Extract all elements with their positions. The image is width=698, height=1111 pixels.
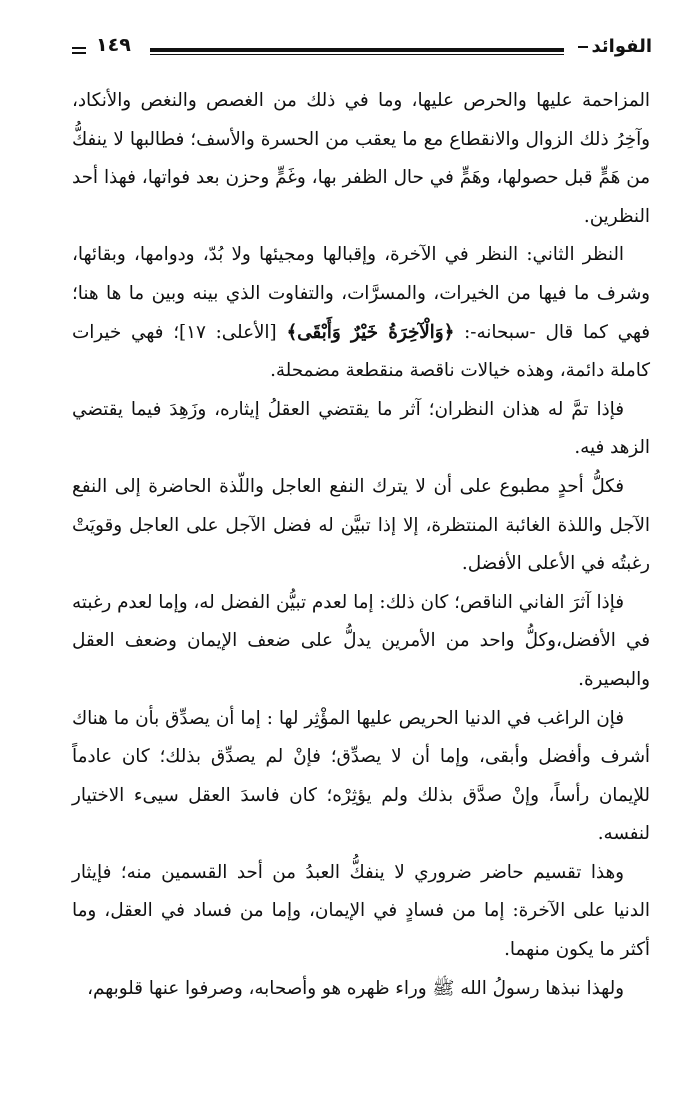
paragraph-2-text: النظر الثاني: النظر في الآخرة، وإقبالها ومجيئها ولا بُدّ، ودوامها، وبقائها، وشرف ما فيها من الخيرات، والمسرَّات، والتفاوت الذي بينه وبين ما ها هنا؛ فهي كما قال -سبحانه-: xyxy=(72,244,651,343)
page-number: ١٤٩ xyxy=(72,34,131,56)
paragraph-2 xyxy=(72,236,650,390)
paragraph-3: فإذا تمَّ له هذان النظران؛ آثر ما يقتضي العقلُ إيثاره، وزَهِدَ فيما يقتضي الزهد فيه. xyxy=(72,398,650,459)
paragraph-1: المزاحمة عليها والحرص عليها، وما في ذلك من الغصص والنغص والأنكاد، وآخِرُ ذلك الزوال والانقطاع مع ما يعقب من الحسرة والأسف؛ فطالبها لا ينفكُّ من هَمٍّ قبل حصولها، وهَمٍّ في حال الظفر بها، وغَمٍّ وحزن بعد فواتها، فهذا أحد النظرين. xyxy=(72,90,650,227)
paragraph-2-after: [الأعلى: ١٧]؛ فهي خيرات كاملة دائمة، وهذه خيالات ناقصة منقطعة مضمحلة. xyxy=(72,321,650,382)
paragraph-5: فإذا آثرَ الفاني الناقص؛ كان ذلك: إما لعدم تبيُّن الفضل له، وإما لعدم رغبته في الأفضل،وكلُّ واحد من الأمرين يدلُّ على ضعف الإيمان وضعف العقل والبصيرة. xyxy=(72,591,650,690)
quran-verse: ﴿وَالْآخِرَةُ خَيْرٌ وَأَبْقَى﴾ xyxy=(286,321,455,343)
page-body xyxy=(72,82,650,1008)
paragraph-8: ولهذا نبذها رسولُ الله ﷺ وراء ظهره هو وأصحابه، وصرفوا عنها قلوبهم، xyxy=(87,977,624,999)
running-header xyxy=(72,30,652,70)
paragraph-4: فكلُّ أحدٍ مطبوع على أن لا يترك النفع العاجل واللّذة الحاضرة إلى النفع الآجل واللذة الغائبة المنتظرة، إلا إذا تبيَّن له فضل الآجل على العاجل وقويَتْ رغبتُه في الأعلى الأفضل. xyxy=(72,475,650,575)
paragraph-6: فإن الراغب في الدنيا الحريص عليها المؤْثِر لها : إما أن يصدِّق بأن ما هناك أشرف وأفضل وأبقى، وإما أن لا يصدِّق؛ فإنْ لم يصدِّق بذلك؛ كان عادماً للإيمان رأساً، وإنْ صدَّق بذلك ولم يؤثِرْه؛ كان فاسدَ العقل سيىء الاختيار لنفسه. xyxy=(72,707,650,845)
header-rule xyxy=(150,48,564,52)
paragraph-7: وهذا تقسيم حاضر ضروري لا ينفكُّ العبدُ من أحد القسمين منه؛ فإيثار الدنيا على الآخرة: إما من فسادٍ في الإيمان، وإما من فساد في العقل، وما أكثر ما يكون منهما. xyxy=(72,861,650,961)
book-title: الفوائد xyxy=(578,36,653,57)
